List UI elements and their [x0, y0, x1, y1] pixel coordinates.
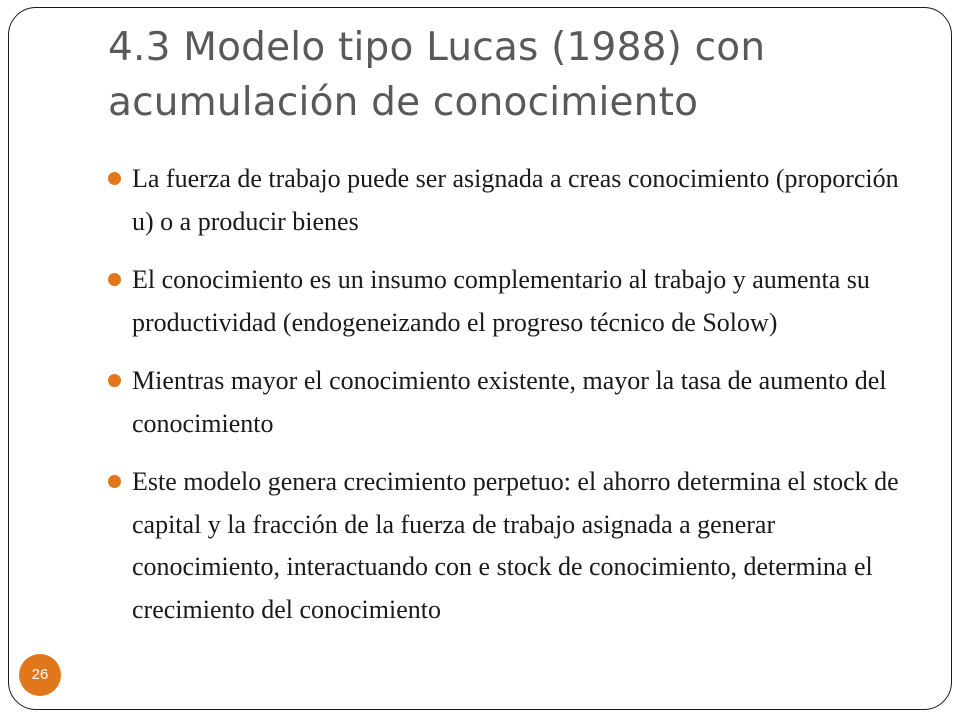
bullet-text: Este modelo genera crecimiento perpetuo: el ahorro determina el stock de capital y la fracción de la fuerza de trabajo asignada a generar conocimiento, interactuando con e stock de conocimiento, determina el crecimiento del conocimiento — [132, 467, 899, 624]
bullet-dot-icon — [108, 273, 121, 286]
bullet-item — [108, 259, 908, 344]
bullet-dot-icon — [108, 374, 121, 387]
bullet-list — [108, 158, 908, 647]
bullet-item — [108, 158, 908, 243]
bullet-text: Mientras mayor el conocimiento existente, mayor la tasa de aumento del conocimiento — [132, 366, 887, 438]
page-number-badge: 26 — [19, 654, 61, 696]
bullet-text: La fuerza de trabajo puede ser asignada a creas conocimiento (proporción u) o a producir bienes — [132, 164, 899, 236]
slide-title: 4.3 Modelo tipo Lucas (1988) con acumulación de conocimiento — [108, 25, 766, 125]
bullet-item — [108, 360, 908, 445]
bullet-dot-icon — [108, 475, 121, 488]
bullet-text: El conocimiento es un insumo complementario al trabajo y aumenta su productividad (endogeneizando el progreso técnico de Solow) — [132, 265, 870, 337]
bullet-dot-icon — [108, 172, 121, 185]
bullet-item — [108, 461, 908, 631]
